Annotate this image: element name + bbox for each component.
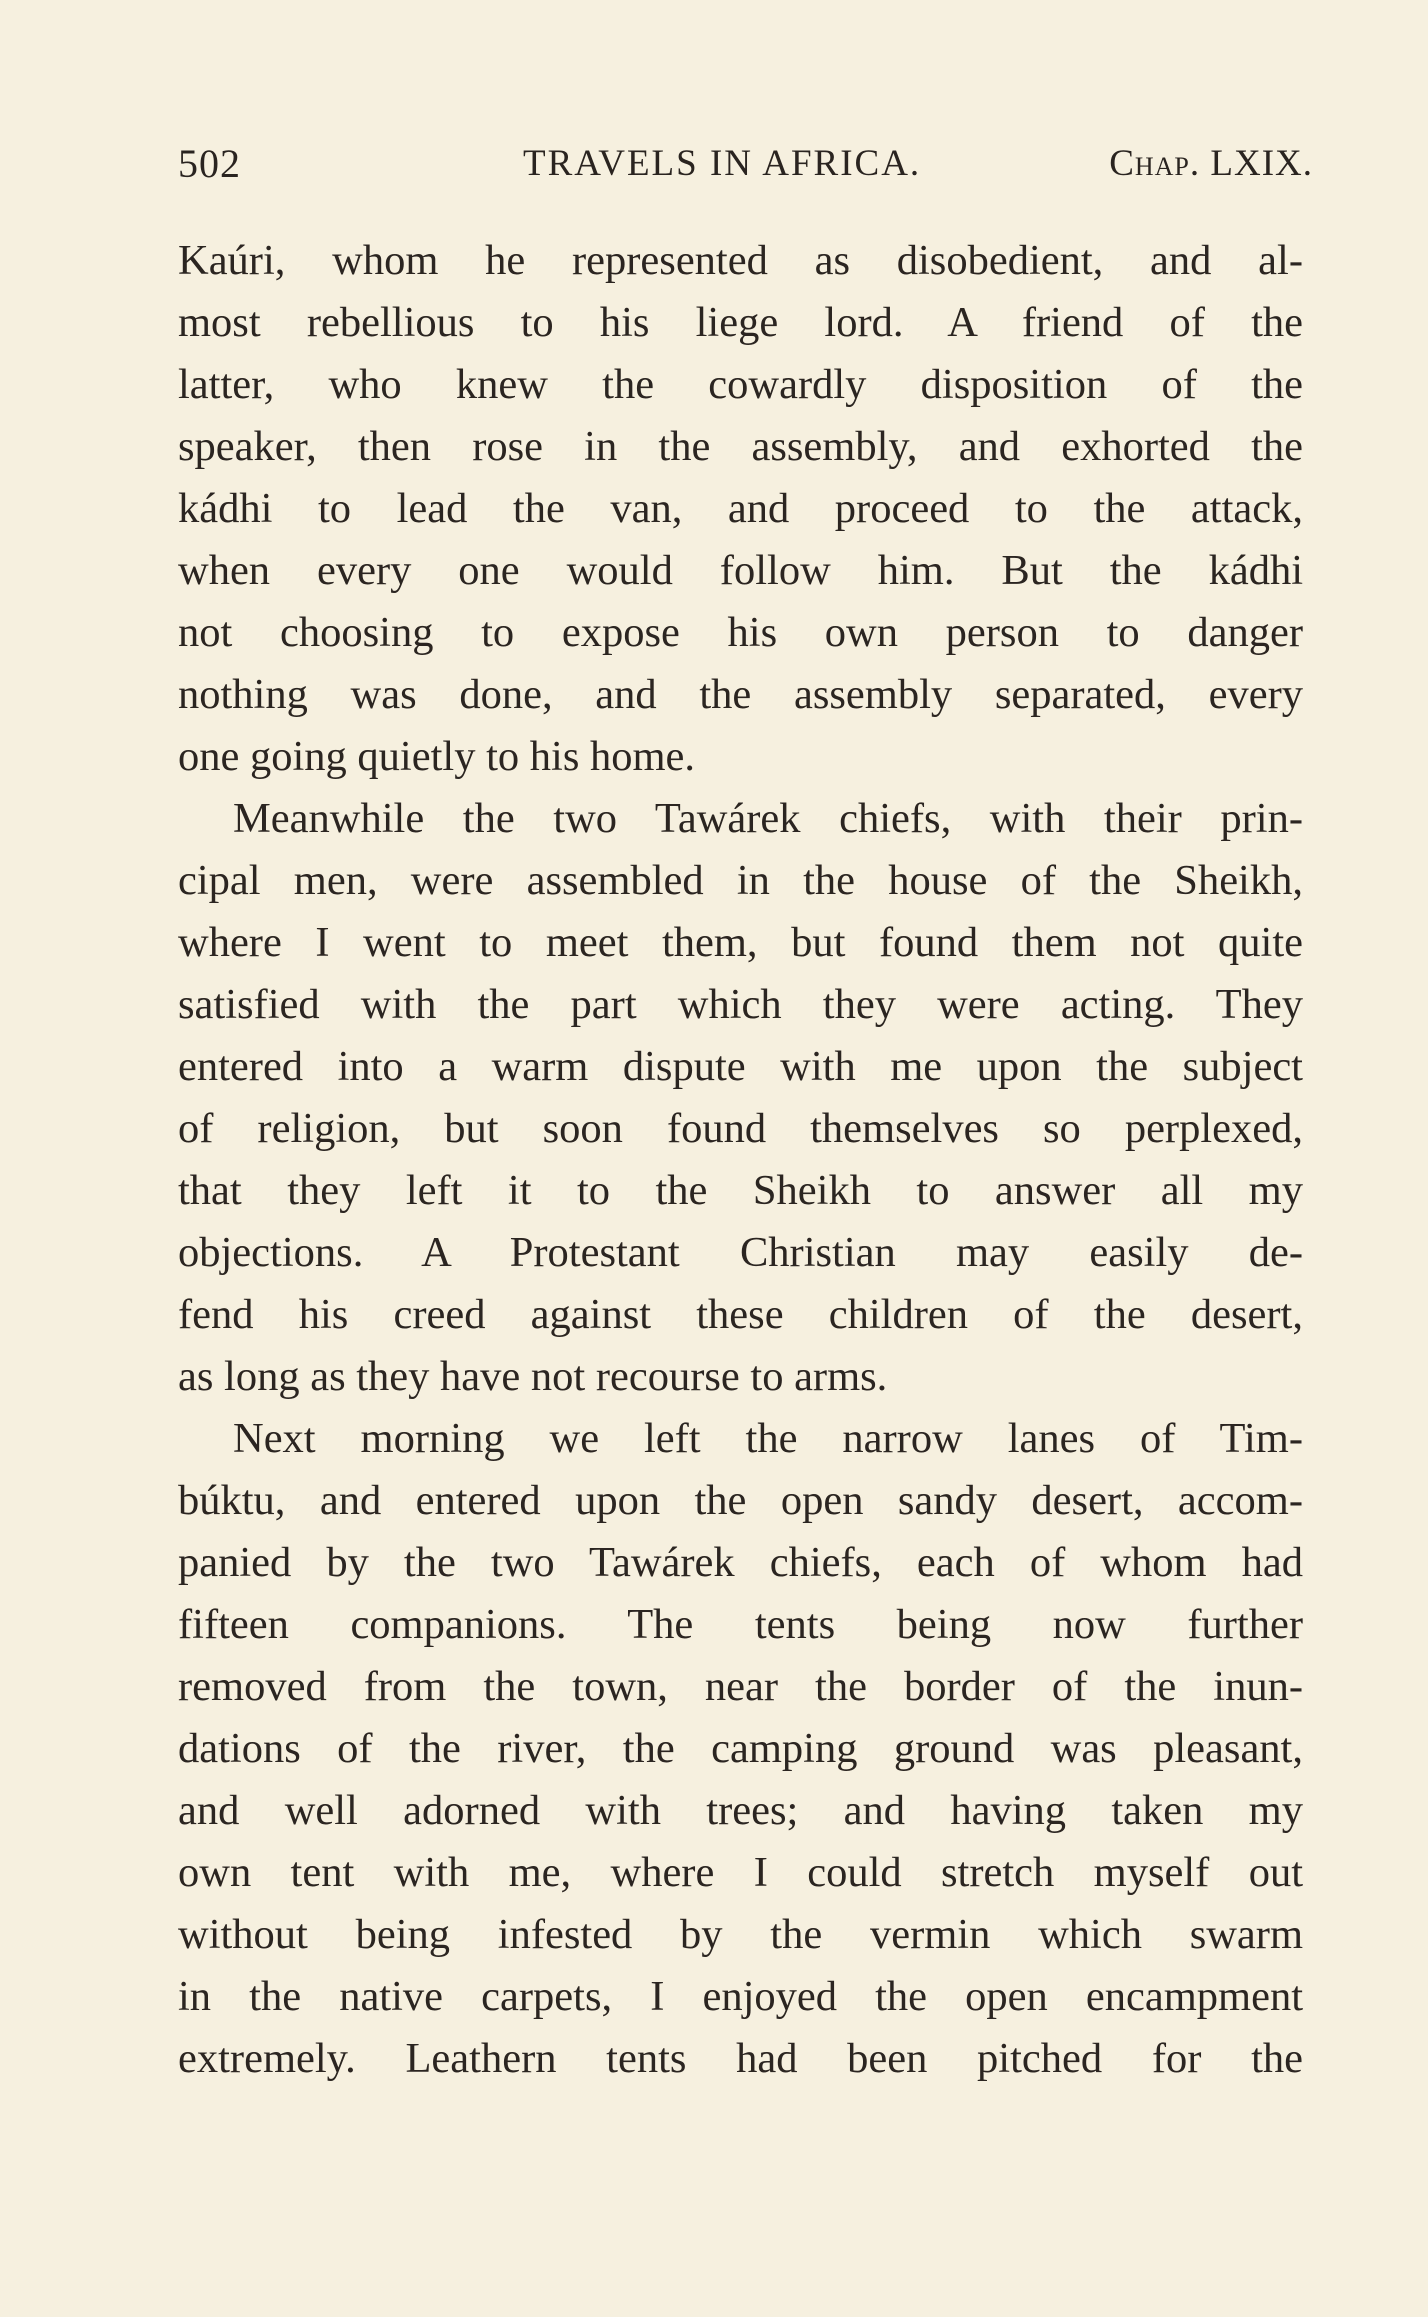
paragraph <box>178 1408 1303 2090</box>
text-line: dations of the river, the camping ground was pleasant, <box>178 1725 1303 1772</box>
text-line: objections. A Protestant Christian may easily de- <box>178 1229 1303 1276</box>
paragraph <box>178 788 1303 1408</box>
text-line: that they left it to the Sheikh to answer all my <box>178 1167 1303 1214</box>
text-line: and well adorned with trees; and having taken my <box>178 1787 1303 1834</box>
page-number: 502 <box>178 141 241 186</box>
text-line: nothing was done, and the assembly separated, every <box>178 671 1303 718</box>
text-line: as long as they have not recourse to arms. <box>178 1353 888 1400</box>
text-line: Next morning we left the narrow lanes of Tim- <box>233 1415 1303 1462</box>
text-line: own tent with me, where I could stretch myself out <box>178 1849 1303 1896</box>
text-line: one going quietly to his home. <box>178 733 696 780</box>
text-line: speaker, then rose in the assembly, and exhorted the <box>178 423 1303 470</box>
text-line: of religion, but soon found themselves so perplexed, <box>178 1105 1303 1152</box>
text-line: fifteen companions. The tents being now further <box>178 1601 1303 1648</box>
text-line: kádhi to lead the van, and proceed to the attack, <box>178 485 1303 532</box>
text-line: entered into a warm dispute with me upon the subject <box>178 1043 1303 1090</box>
text-line: extremely. Leathern tents had been pitched for the <box>178 2035 1303 2082</box>
text-line: latter, who knew the cowardly disposition of the <box>178 361 1303 408</box>
text-line: búktu, and entered upon the open sandy desert, accom- <box>178 1477 1303 1524</box>
text-line: removed from the town, near the border of the inun- <box>178 1663 1303 1710</box>
running-title: TRAVELS IN AFRICA. <box>523 143 922 184</box>
text-line: not choosing to expose his own person to danger <box>178 609 1303 656</box>
text-line: in the native carpets, I enjoyed the open encampment <box>178 1973 1303 2020</box>
text-line: cipal men, were assembled in the house of the Sheikh, <box>178 857 1303 904</box>
text-line: when every one would follow him. But the kádhi <box>178 547 1303 594</box>
text-line: Meanwhile the two Tawárek chiefs, with their prin- <box>233 795 1303 842</box>
text-line: where I went to meet them, but found them not quite <box>178 919 1303 966</box>
text-line: most rebellious to his liege lord. A friend of the <box>178 299 1303 346</box>
chapter-label: Chap. LXIX. <box>1109 143 1313 184</box>
page-header <box>178 140 1313 200</box>
text-line: panied by the two Tawárek chiefs, each of whom had <box>178 1539 1303 1586</box>
paragraph <box>178 230 1303 788</box>
text-line: without being infested by the vermin which swarm <box>178 1911 1303 1958</box>
text-line: satisfied with the part which they were acting. They <box>178 981 1303 1028</box>
text-line: fend his creed against these children of the desert, <box>178 1291 1303 1338</box>
body-text <box>178 230 1303 2090</box>
text-line: Kaúri, whom he represented as disobedient, and al- <box>178 237 1303 284</box>
